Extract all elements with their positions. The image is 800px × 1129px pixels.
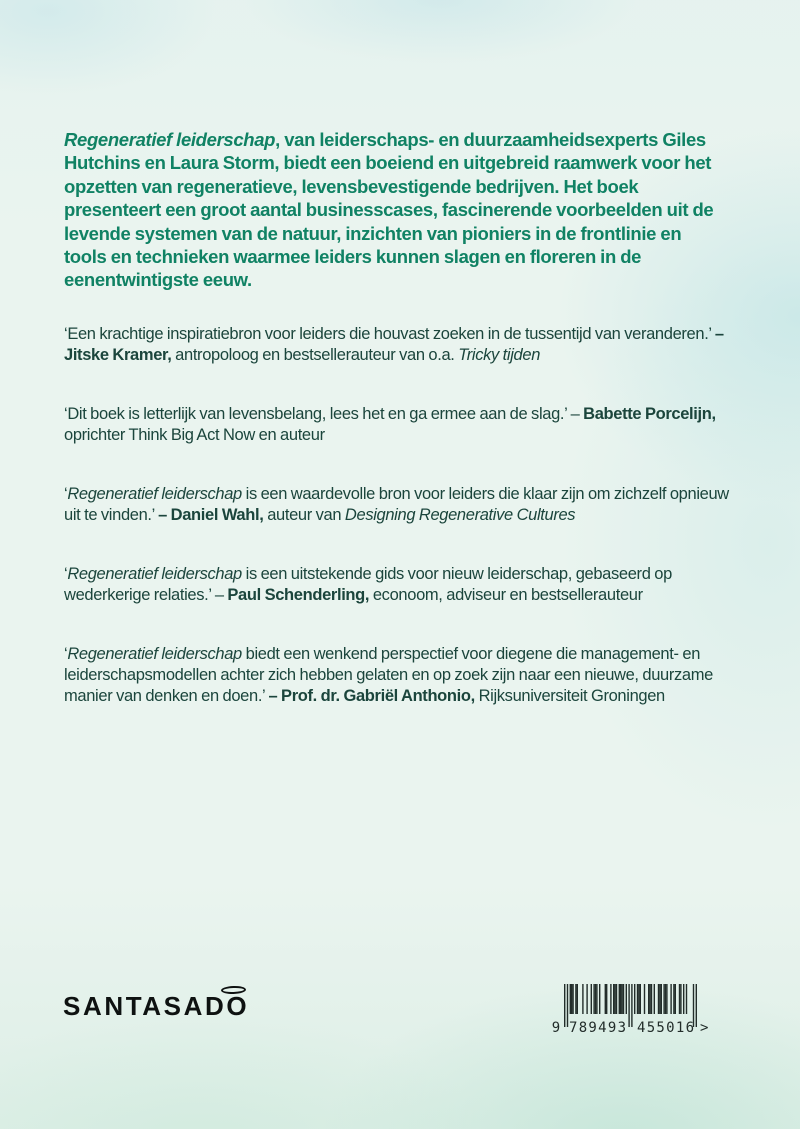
text-run: Paul Schenderling, [227,585,370,604]
text-run: Regeneratief leiderschap [67,644,242,663]
text-run: econoom, adviseur en bestsellerauteur [369,585,643,604]
barcode-left-digit: 9 [551,1020,561,1034]
text-run: Babette Porcelijn, [583,404,716,423]
text-run: Tricky tijden [458,345,541,364]
barcode-group2: 455016 [637,1020,694,1034]
text-run: Rijksuniversiteit Groningen [474,686,665,705]
intro-paragraph [64,128,722,292]
barcode-icon [550,984,718,1034]
quote-paragraph [64,644,732,706]
text-run: Regeneratief leiderschap [67,484,242,503]
text-run: is een uitstekende gids voor nieuw leiderschap, gebaseerd op wederkerige relaties.’ – [64,564,672,604]
text-run: ‘ [64,644,68,663]
text-run: Regeneratief leiderschap [67,564,242,583]
text-run: antropoloog en bestsellerauteur van o.a. [171,345,459,364]
publisher-logo-text: SANTASADO [63,991,250,1021]
text-run: ‘ [64,484,68,503]
quote-paragraph [64,324,732,366]
text-run: – Daniel Wahl, [158,505,264,524]
text-run: oprichter Think Big Act Now en auteur [64,425,325,444]
text-run: – Prof. dr. Gabriël Anthonio, [268,686,475,705]
text-run: – Jitske Kramer, [64,325,724,364]
barcode-trailing-arrow: > [700,1020,709,1034]
text-run: ‘Dit boek is letterlijk van levensbelang, lees het en ga ermee aan de slag.’ – [64,404,584,423]
text-run: biedt een wenkend perspectief voor diegene die management- en leiderschapsmodellen achter zich hebben gelaten en op zoek zijn naar een nieuwe, duurzame manier van denken en doen.’ [64,644,713,705]
text-run: ‘Een krachtige inspiratiebron voor leiders die houvast zoeken in de tussentijd van veranderen.’ [64,325,715,343]
text-run: is een waardevolle bron voor leiders die klaar zijn om zichzelf opnieuw uit te vinden.’ [64,484,729,524]
text-run: , van leiderschaps- en duurzaamheidsexperts Giles Hutchins en Laura Storm, biedt een boeiend en uitgebreid raamwerk voor het opzetten van regeneratieve, levensbevestigende bedrijven. Het boek presenteert een groot aantal businesscases, fascinerende voorbeelden uit de levende systemen van de natuur, inzichten van pioniers in de frontlinie en tools en technieken waarmee leiders kunnen slagen en floreren in de eenentwintigste eeuw. [64,129,714,291]
publisher-logo [63,993,249,1020]
text-run: Regeneratief leiderschap [64,129,276,150]
barcode [550,984,718,1034]
text-run: ‘ [64,564,68,583]
barcode-group1: 789493 [569,1020,626,1034]
text-run: auteur van [263,505,345,524]
text-run: Designing Regenerative Cultures [344,505,576,524]
quote-paragraph [64,564,732,606]
quote-paragraph [64,484,732,526]
quote-list [64,324,732,745]
quote-paragraph [64,404,732,446]
